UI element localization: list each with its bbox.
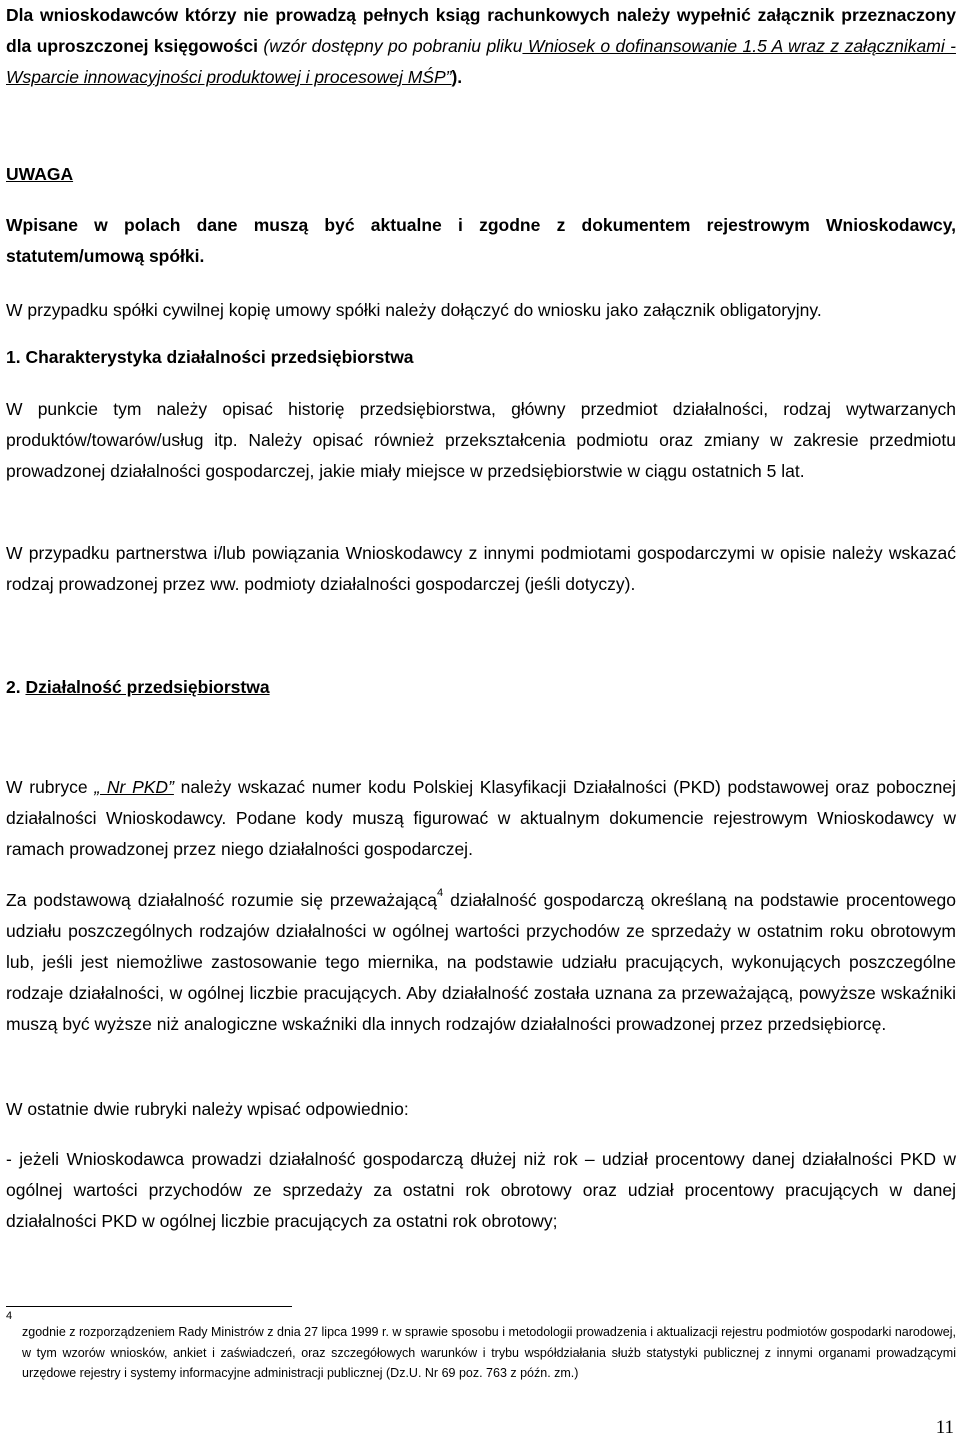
footnote-reference[interactable]: 4	[436, 887, 444, 900]
uwaga-bold-text: Wpisane w polach dane muszą być aktualne i zgodne z dokumentem rejestrowym Wnioskodawcy, statutem/umową spółki.	[6, 215, 956, 266]
section-1-paragraph-1: W punkcie tym należy opisać historię przedsiębiorstwa, główny przedmiot działalności, rodzaj wytwarzanych produktów/towarów/usług itp. Należy opisać również przekształcenia podmiotu oraz zmiany w zakresie przedmiotu prowadzonej działalności gospodarczej, jakie miały miejsce w przedsiębiorstwie w ciągu ostatnich 5 lat.	[6, 399, 956, 481]
pkd-intro: W rubryce	[6, 777, 88, 797]
page-number: 11	[935, 1417, 954, 1438]
section-2-heading-text: Działalność przedsiębiorstwa	[25, 677, 270, 697]
section-1-heading: 1. Charakterystyka działalności przedsiębiorstwa	[6, 347, 414, 367]
section-2-heading-number: 2.	[6, 677, 21, 697]
footnote-text: zgodnie z rozporządzeniem Rady Ministrów z dnia 27 lipca 1999 r. w sprawie sposobu i metodologii prowadzenia i aktualizacji rejestru podmiotów gospodarki narodowej, w tym wzorów wniosków, ankiet i zaświadczeń, oraz szczegółowych warunków i trybu współdziałania służb statystyki publicznej z innymi organami prowadzącymi urzędowe rejestry i systemy informacyjne administracji publicznej (Dz.U. Nr 69 poz. 763 z późn. zm.)	[22, 1325, 956, 1380]
section-1-paragraph-2: W przypadku partnerstwa i/lub powiązania Wnioskodawcy z innymi podmiotami gospodarczymi w opisie należy wskazać rodzaj prowadzonej przez ww. podmioty działalności gospodarczej (jeśli dotyczy).	[6, 543, 956, 594]
section-2-paragraph-2	[6, 885, 956, 1040]
pkd-rest: należy wskazać numer kodu Polskiej Klasyfikacji Działalności (PKD) podstawowej oraz pobocznej działalności Wnioskodawcy. Podane kody muszą figurować w aktualnym dokumencie rejestrowym Wnioskodawcy w ramach prowadzonej przez niego działalności gospodarczej.	[6, 777, 956, 859]
intro-end: ).	[451, 67, 463, 87]
main-activity-start: Za podstawową działalność rozumie się przeważającą	[6, 890, 437, 910]
section-2-paragraph-1	[6, 772, 956, 865]
main-activity-rest: działalność gospodarczą określaną na podstawie procentowego udziału poszczególnych rodzajów działalności w ogólnej wartości przychodów ze sprzedaży w ostatnim roku obrotowym lub, jeśli jest niemożliwe zastosowanie tego miernika, na podstawie udziału pracujących, wykonujących poszczególne rodzaje działalności, w ogólnej liczbie pracujących. Aby działalność została uznana za przeważającą, powyższe wskaźniki muszą być wyższe niż analogiczne wskaźniki dla innych rodzajów działalności prowadzonej przez przedsiębiorcę.	[6, 890, 956, 1034]
footnote-divider	[6, 1306, 292, 1307]
pkd-field-name: „ Nr PKD”	[94, 777, 174, 797]
section-2-heading	[6, 672, 956, 703]
intro-link[interactable]: Wniosek o dofinansowanie 1.5 A wraz z załącznikami - Wsparcie innowacyjności produktowej i procesowej MŚP”	[6, 36, 956, 87]
intro-bold-text: Dla wnioskodawców którzy nie prowadzą pełnych ksiąg rachunkowych należy wypełnić załącznik przeznaczony dla uproszczonej księgowości	[6, 5, 956, 56]
intro-italic-text: (wzór dostępny po pobraniu pliku	[263, 36, 523, 56]
uwaga-note: W przypadku spółki cywilnej kopię umowy spółki należy dołączyć do wniosku jako załącznik obligatoryjny.	[6, 300, 822, 320]
footnote-number: 4	[6, 1310, 13, 1322]
intro-paragraph	[6, 0, 956, 93]
section-2-paragraph-4: - jeżeli Wnioskodawca prowadzi działalność gospodarczą dłużej niż rok – udział procentowy danej działalności PKD w ogólnej wartości przychodów ze sprzedaży za ostatni rok obrotowy oraz udział procentowy pracujących w danej działalności PKD w ogólnej liczbie pracujących za ostatni rok obrotowy;	[6, 1149, 956, 1231]
uwaga-title: UWAGA	[6, 164, 74, 184]
section-2-paragraph-3: W ostatnie dwie rubryki należy wpisać odpowiednio:	[6, 1099, 409, 1119]
